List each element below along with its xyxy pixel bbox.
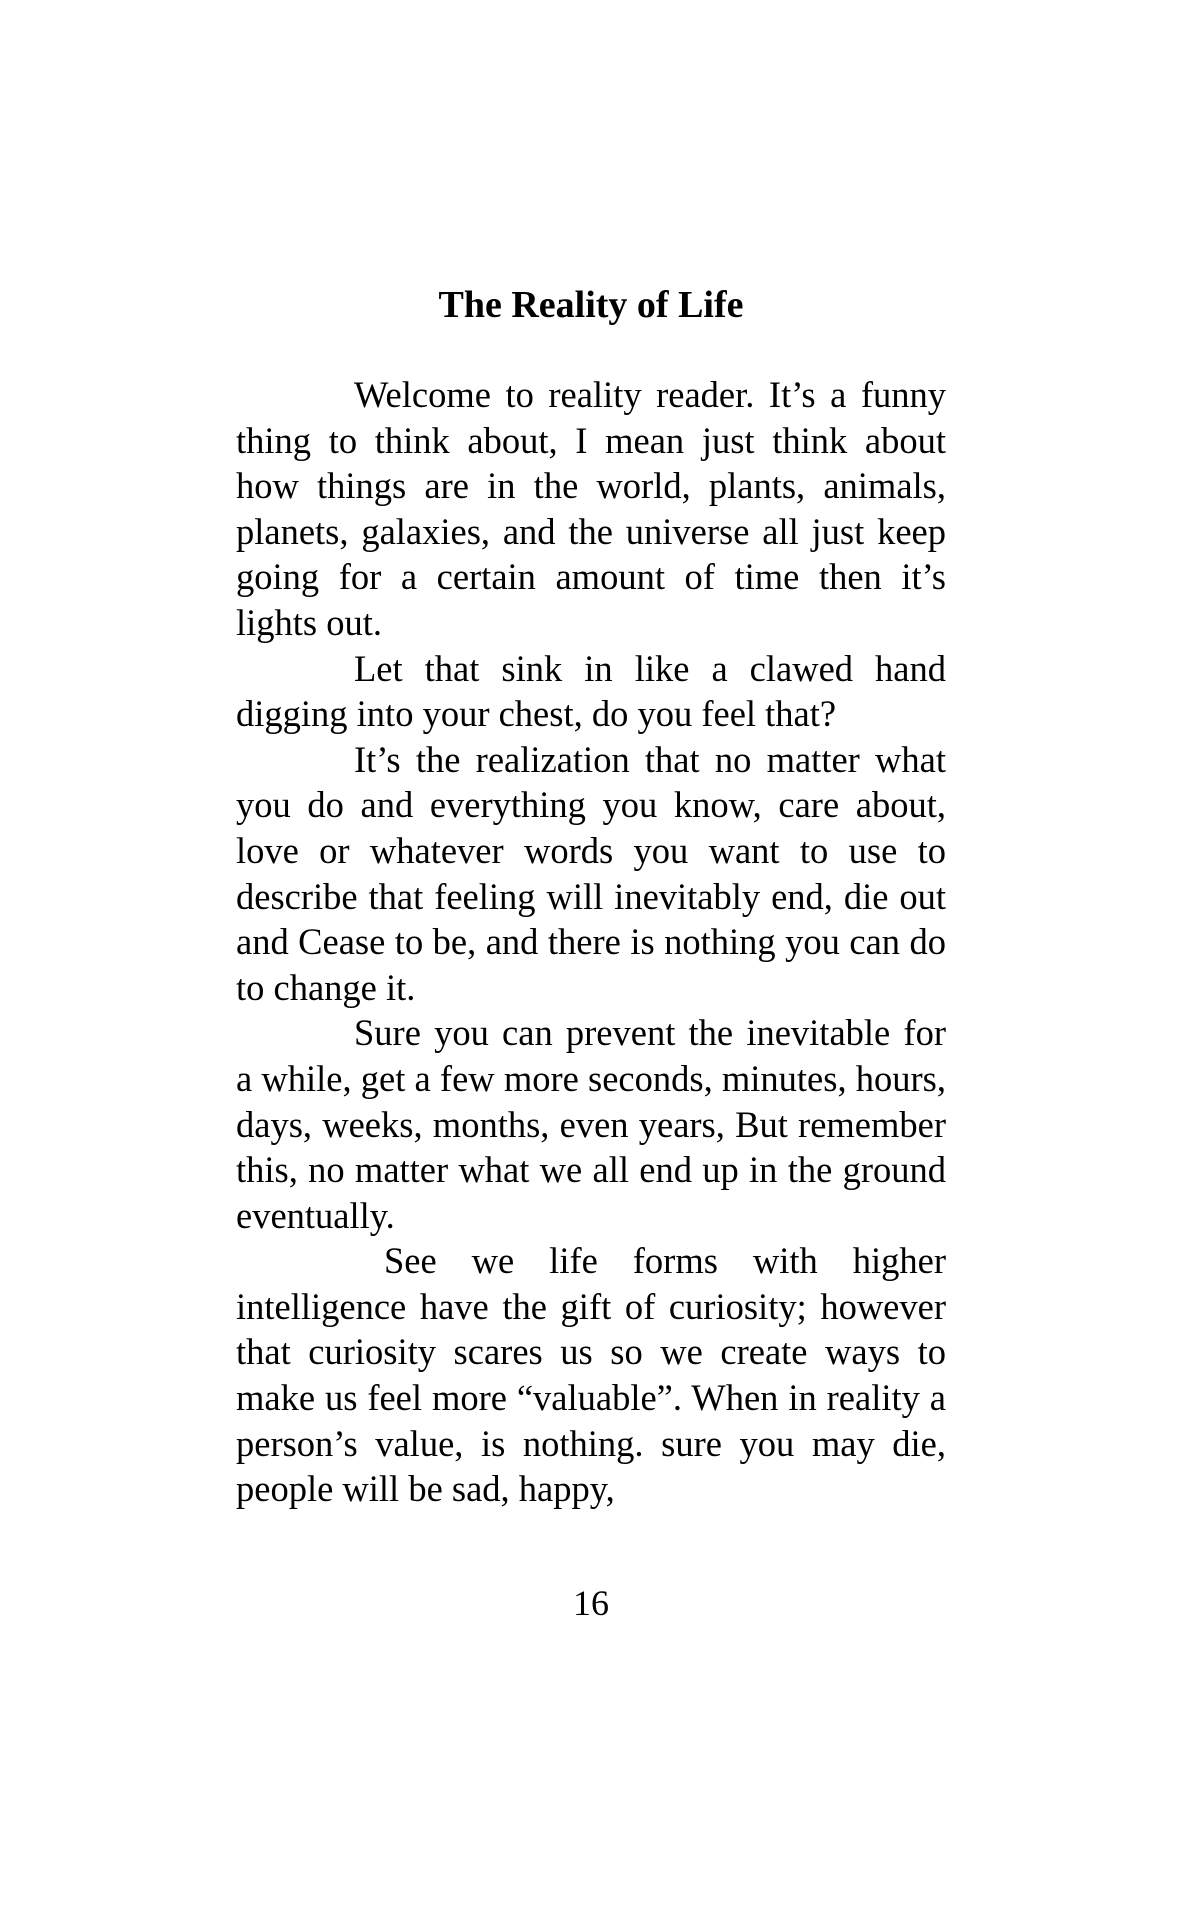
page-number: 16: [573, 1583, 609, 1623]
chapter-title: The Reality of Life: [438, 284, 744, 326]
paragraph: Let that sink in like a clawed hand digging into your chest, do you feel that?: [236, 647, 946, 735]
paragraph: It’s the realization that no matter what you do and everything you know, care about, love or whatever words you want to use to describe that feeling will inevitably end, die out and Cease to be, and there is nothing you can do to change it.: [236, 738, 946, 1008]
paragraph: Welcome to reality reader. It’s a funny thing to think about, I mean just think about how things are in the world, plants, animals, planets, galaxies, and the universe all just keep going for a certain amount of time then it’s lights out.: [236, 374, 946, 643]
chapter-body: [236, 372, 946, 1512]
paragraph: See we life forms with higher intelligence have the gift of curiosity; however that curiosity scares us so we create ways to make us feel more “valuable”. When in reality a person’s value, is nothing. sure you may die, people will be sad, happy,: [236, 1240, 946, 1510]
paragraph: Sure you can prevent the inevitable for a while, get a few more seconds, minutes, hours, days, weeks, months, even years, But remember this, no matter what we all end up in the ground eventually.: [236, 1012, 946, 1236]
